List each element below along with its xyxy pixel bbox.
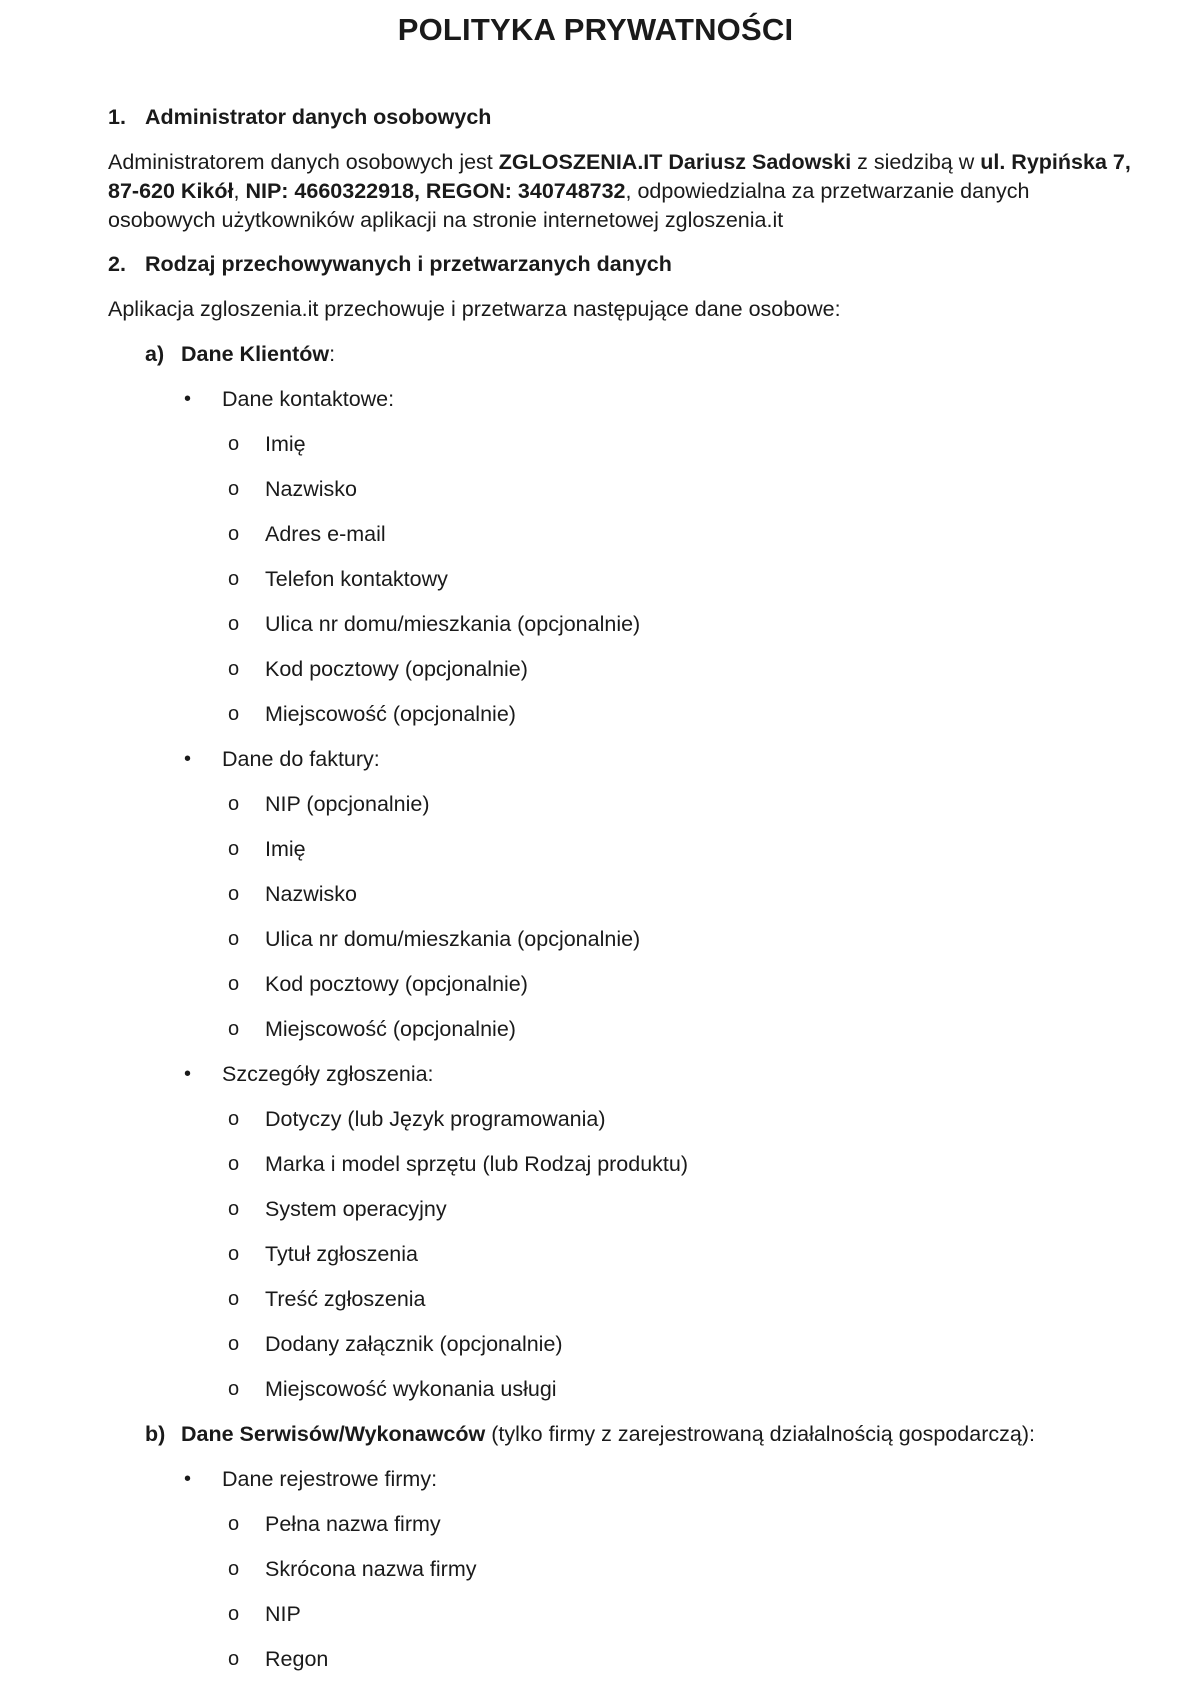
list-item-text: Kod pocztowy (opcjonalnie) (265, 972, 528, 996)
circle-bullet-icon: o (228, 703, 240, 725)
bullet-icon: • (184, 1468, 192, 1490)
circle-bullet-icon: o (228, 523, 240, 545)
section-1-paragraph-line-3: osobowych użytkowników aplikacji na stronie internetowej zgloszenia.it (108, 208, 784, 232)
bullet-icon: • (184, 748, 192, 770)
bullet-icon: • (184, 388, 192, 410)
group-label: Dane rejestrowe firmy: (222, 1467, 438, 1491)
list-item-text: Miejscowość wykonania usługi (265, 1377, 557, 1401)
section-1-paragraph-line-2 (108, 177, 1030, 206)
section-1-number: 1. (108, 105, 126, 129)
text-run: , odpowiedzialna za przetwarzanie danych (625, 179, 1030, 203)
section-2-intro: Aplikacja zgloszenia.it przechowuje i przetwarza następujące dane osobowe: (108, 297, 841, 321)
subsection-b-suffix: (tylko firmy z zarejestrowaną działalnością gospodarczą): (485, 1422, 1035, 1446)
circle-bullet-icon: o (228, 793, 240, 815)
section-2-heading: Rodzaj przechowywanych i przetwarzanych danych (145, 252, 672, 276)
list-item-text: Nazwisko (265, 477, 357, 501)
list-item-text: Dotyczy (lub Język programowania) (265, 1107, 606, 1131)
list-item-text: Marka i model sprzętu (lub Rodzaj produktu) (265, 1152, 689, 1176)
list-item-text: Regon (265, 1647, 329, 1671)
list-item-text: Kod pocztowy (opcjonalnie) (265, 657, 528, 681)
group-label: Szczegóły zgłoszenia: (222, 1062, 434, 1086)
section-1-heading: Administrator danych osobowych (145, 105, 492, 129)
list-item-text: NIP (opcjonalnie) (265, 792, 430, 816)
list-item-text: Pełna nazwa firmy (265, 1512, 441, 1536)
list-item-text: Ulica nr domu/mieszkania (opcjonalnie) (265, 612, 641, 636)
circle-bullet-icon: o (228, 1333, 240, 1355)
circle-bullet-icon: o (228, 1558, 240, 1580)
company-name: ZGLOSZENIA.IT Dariusz Sadowski (498, 150, 852, 174)
circle-bullet-icon: o (228, 1243, 240, 1265)
circle-bullet-icon: o (228, 883, 240, 905)
circle-bullet-icon: o (228, 568, 240, 590)
list-item-text: System operacyjny (265, 1197, 447, 1221)
circle-bullet-icon: o (228, 1513, 240, 1535)
circle-bullet-icon: o (228, 613, 240, 635)
circle-bullet-icon: o (228, 478, 240, 500)
circle-bullet-icon: o (228, 1603, 240, 1625)
section-2-number: 2. (108, 252, 126, 276)
list-item-text: Imię (265, 837, 306, 861)
list-item-text: Ulica nr domu/mieszkania (opcjonalnie) (265, 927, 641, 951)
group-label: Dane kontaktowe: (222, 387, 395, 411)
circle-bullet-icon: o (228, 928, 240, 950)
circle-bullet-icon: o (228, 658, 240, 680)
list-item-text: Tytuł zgłoszenia (265, 1242, 418, 1266)
list-item-text: Telefon kontaktowy (265, 567, 448, 591)
company-ids: NIP: 4660322918, REGON: 340748732 (245, 179, 626, 203)
page-title: POLITYKA PRYWATNOŚCI (397, 12, 794, 47)
circle-bullet-icon: o (228, 1018, 240, 1040)
circle-bullet-icon: o (228, 1153, 240, 1175)
list-item-text: Miejscowość (opcjonalnie) (265, 702, 516, 726)
company-address: ul. Rypińska 7, (980, 150, 1131, 174)
text-run: Administratorem danych osobowych jest (108, 150, 499, 174)
subsection-a-marker: a) (145, 342, 165, 366)
list-item-text: Nazwisko (265, 882, 357, 906)
subsection-b-label: Dane Serwisów/Wykonawców (181, 1422, 486, 1446)
subsection-a-label: Dane Klientów (181, 342, 330, 366)
text-run: , (233, 179, 246, 203)
circle-bullet-icon: o (228, 1378, 240, 1400)
circle-bullet-icon: o (228, 433, 240, 455)
circle-bullet-icon: o (228, 1648, 240, 1670)
circle-bullet-icon: o (228, 838, 240, 860)
section-1-paragraph-line-1 (108, 148, 1131, 177)
subsection-b-marker: b) (145, 1422, 166, 1446)
list-item-text: Dodany załącznik (opcjonalnie) (265, 1332, 563, 1356)
list-item-text: Adres e-mail (265, 522, 386, 546)
list-item-text: Miejscowość (opcjonalnie) (265, 1017, 516, 1041)
text-run: z siedzibą w (851, 150, 981, 174)
group-label: Dane do faktury: (222, 747, 380, 771)
circle-bullet-icon: o (228, 1288, 240, 1310)
list-item-text: NIP (265, 1602, 301, 1626)
circle-bullet-icon: o (228, 1108, 240, 1130)
circle-bullet-icon: o (228, 973, 240, 995)
company-city: 87-620 Kikół (108, 179, 234, 203)
subsection-a-suffix: : (329, 342, 336, 366)
list-item-text: Skrócona nazwa firmy (265, 1557, 477, 1581)
circle-bullet-icon: o (228, 1198, 240, 1220)
list-item-text: Imię (265, 432, 306, 456)
bullet-icon: • (184, 1063, 192, 1085)
list-item-text: Treść zgłoszenia (265, 1287, 426, 1311)
